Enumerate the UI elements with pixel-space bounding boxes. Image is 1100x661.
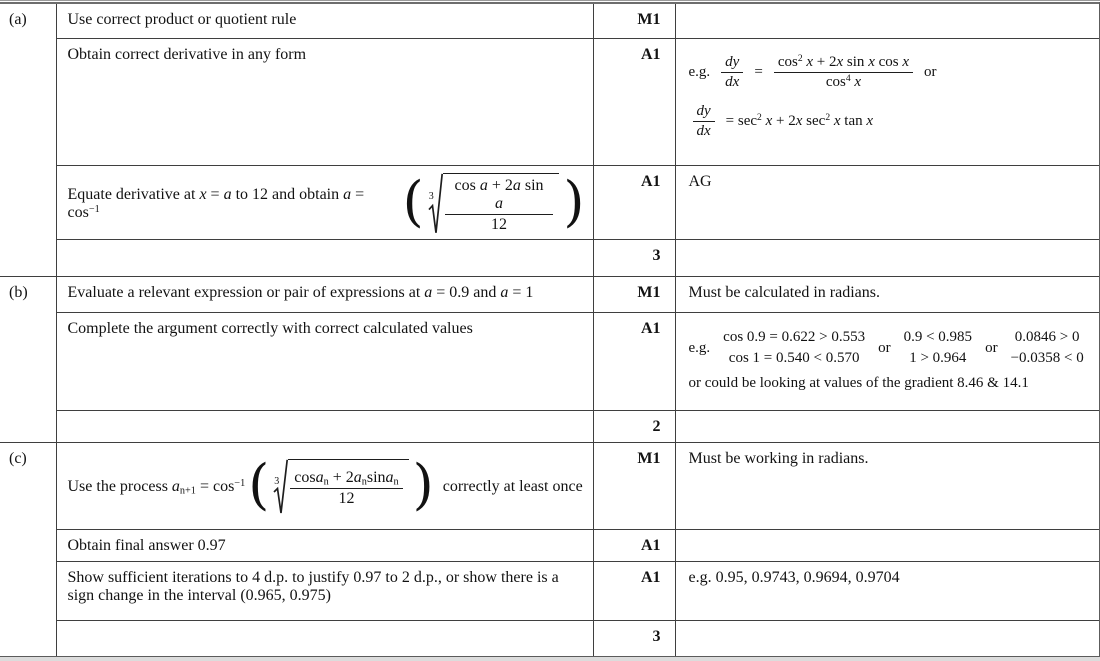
total-marks: 3 <box>652 627 661 645</box>
row-c3-text: Show sufficient iterations to 4 d.p. to justify 0.97 to 2 d.p., or show there is a sign change in the interval (0.965, 0.975) <box>67 568 559 604</box>
row-a-total-spacer <box>56 239 593 276</box>
or-label: or <box>924 63 937 80</box>
row-a1-mark <box>593 3 675 38</box>
row-c1-text: Use the process $a_{n+1} = \cos^{-1}$ <box>67 477 246 497</box>
fraction-quotient-rule: $\frac{\cos^2 x + 2x \sin x \cos x}{\cos^4 x}$ <box>774 54 913 91</box>
radicand <box>288 459 408 515</box>
row-a1-description <box>56 3 593 38</box>
iterations-example: e.g. 0.95, 0.9743, 0.9694, 0.9704 <box>688 568 900 586</box>
row-a3-mark <box>593 165 675 239</box>
row-c1-description: Use the process $a_{n+1} = \cos^{-1}$ ( 3 $\frac{\cos a_n + 2a_n\sin a_n}{12}$ ) correctly at least once <box>56 442 593 529</box>
mark-a1: A1 <box>640 45 661 63</box>
part-c-total <box>593 620 675 657</box>
row-a3-comment <box>675 165 1100 239</box>
cos-value-pair: cos 0.9 = 0.622 > 0.553 cos 1 = 0.540 < 0.570 <box>723 328 866 367</box>
page-top-divider <box>0 0 1100 1</box>
fraction-under-root: $\frac{\cos a_n + 2a_n\sin a_n}{12}$ <box>290 469 402 508</box>
row-b2-description <box>56 312 593 410</box>
gradient-note: or could be looking at values of the gradient 8.46 & 14.1 <box>688 375 1029 391</box>
mark-m1: M1 <box>637 283 661 301</box>
row-b1-text: Evaluate a relevant expression or pair of expressions at a = 0.9 and a = 1 <box>67 283 534 301</box>
row-c3-mark <box>593 561 675 620</box>
mark-a1: A1 <box>640 319 661 337</box>
row-a-total-comment <box>675 239 1100 276</box>
page-bottom-margin <box>0 657 1100 661</box>
fraction-under-root: $\frac{\text{cos a + 2a sin a}}{12}$ <box>445 177 554 234</box>
difference-value-pair: 0.0846 > 0 −0.0358 < 0 <box>1010 328 1084 367</box>
or-label: or <box>878 339 891 356</box>
row-a2-mark <box>593 38 675 165</box>
table-row <box>0 442 1100 529</box>
radicand <box>443 173 560 235</box>
row-a2-text: Obtain correct derivative in any form <box>67 45 307 63</box>
row-c1-mark <box>593 442 675 529</box>
row-c2-comment <box>675 529 1100 561</box>
eg-label: e.g. <box>688 63 711 80</box>
mark-scheme-table <box>0 2 1100 658</box>
table-row <box>0 620 1100 657</box>
table-row <box>0 410 1100 442</box>
inverse-value-pair: 0.9 < 0.985 1 > 0.964 <box>903 328 973 367</box>
sec-form-expression: = $\sec^2 x + 2x$ $\sec^2 x$ tan x <box>725 111 874 129</box>
row-a1-text: Use correct product or quotient rule <box>67 11 297 28</box>
value-comparisons <box>689 327 1092 371</box>
part-b-total <box>593 410 675 442</box>
table-row <box>0 38 1100 165</box>
root-index: 3 <box>428 191 434 203</box>
radians-note: Must be calculated in radians. <box>688 283 880 301</box>
row-c2-text: Obtain final answer 0.97 <box>67 536 226 554</box>
fraction-dydx: $\frac{dy}{dx}$ <box>693 103 715 140</box>
row-a2-comment <box>675 38 1100 165</box>
table-row <box>0 561 1100 620</box>
row-b1-comment <box>675 276 1100 312</box>
radical-icon <box>428 173 443 235</box>
table-row <box>0 3 1100 38</box>
row-b2-mark <box>593 312 675 410</box>
mark-a1: A1 <box>640 536 661 554</box>
row-b2-text: Complete the argument correctly with correct calculated values <box>67 319 473 337</box>
row-c2-mark <box>593 529 675 561</box>
equals-sign: = <box>754 63 763 80</box>
table-row <box>0 529 1100 561</box>
part-b-text: (b) <box>9 283 28 301</box>
part-label-a <box>0 3 56 276</box>
row-a1-comment <box>675 3 1100 38</box>
part-label-b <box>0 276 56 442</box>
or-label: or <box>985 339 998 356</box>
mark-a1: A1 <box>640 172 661 190</box>
ag-label: AG <box>688 172 712 190</box>
table-row <box>0 165 1100 239</box>
derivative-example-1 <box>689 54 1092 91</box>
cube-root <box>428 173 560 235</box>
row-c1-text-post: correctly at least once <box>442 478 583 495</box>
mark-m1: M1 <box>637 449 661 467</box>
radians-note: Must be working in radians. <box>688 449 869 467</box>
row-b-total-comment <box>675 410 1100 442</box>
total-marks: 2 <box>652 417 661 435</box>
table-row <box>0 239 1100 276</box>
row-a3-description: Equate derivative at x = a to 12 and obtain $a = \cos^{-1}$ ( 3 $\frac{\text{cos a + 2a sin a}}{12}$ ) <box>56 165 593 239</box>
total-marks: 3 <box>652 246 661 264</box>
part-a-text: (a) <box>9 11 27 28</box>
row-a3-text: Equate derivative at x = a to 12 and obtain $a = \cos^{-1}$ <box>67 185 365 221</box>
part-a-total <box>593 239 675 276</box>
table-row <box>0 312 1100 410</box>
row-c-total-comment <box>675 620 1100 657</box>
mark-a1: A1 <box>640 568 661 586</box>
row-c3-description <box>56 561 593 620</box>
row-b-total-spacer <box>56 410 593 442</box>
row-c1-comment <box>675 442 1100 529</box>
eg-label: e.g. <box>688 339 711 356</box>
row-c3-comment <box>675 561 1100 620</box>
row-c2-description <box>56 529 593 561</box>
part-c-text: (c) <box>9 449 27 467</box>
fraction-dydx: $\frac{dy}{dx}$ <box>721 54 743 91</box>
mark-m1: M1 <box>637 11 661 28</box>
cube-root <box>273 459 408 515</box>
row-b2-comment <box>675 312 1100 410</box>
row-b1-description <box>56 276 593 312</box>
derivative-example-2 <box>689 103 1092 140</box>
row-a2-description <box>56 38 593 165</box>
table-row <box>0 276 1100 312</box>
row-b1-mark <box>593 276 675 312</box>
part-label-c <box>0 442 56 657</box>
row-c-total-spacer <box>56 620 593 657</box>
root-index: 3 <box>274 475 280 487</box>
radical-icon <box>273 459 288 515</box>
